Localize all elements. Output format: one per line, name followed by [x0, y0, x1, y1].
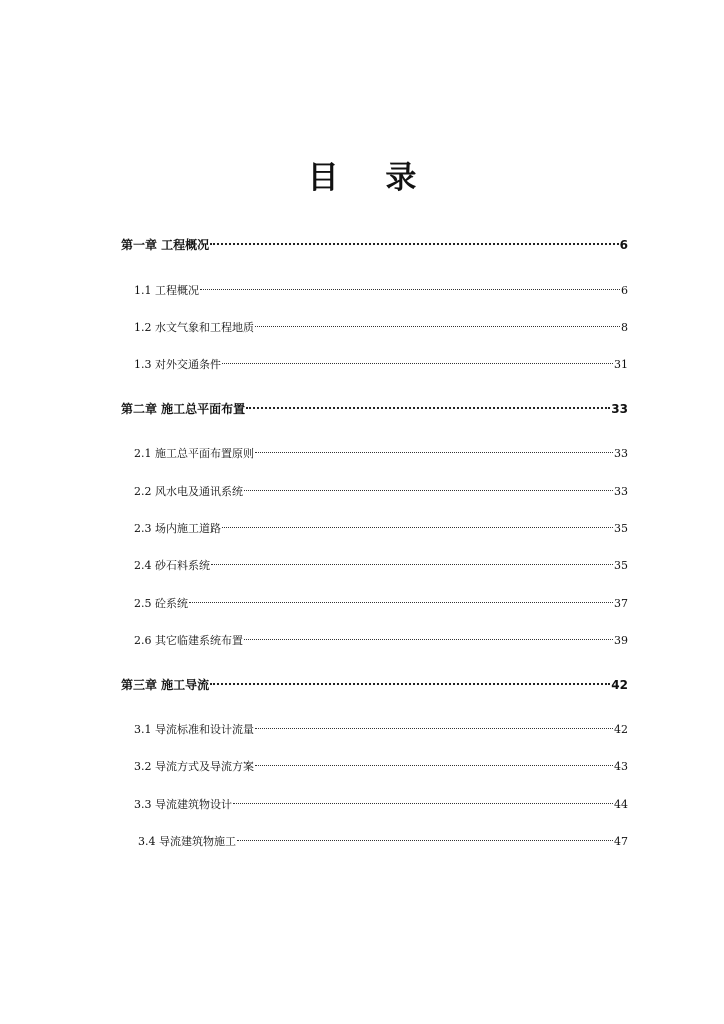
toc-section-2-4[interactable] [134, 551, 628, 572]
toc-label: 2.5 砼系统 [134, 597, 188, 610]
toc-leader-dots [246, 395, 610, 413]
toc-leader-dots [189, 589, 613, 607]
toc-section-1-1[interactable] [134, 276, 628, 297]
toc-chapter-2[interactable] [121, 395, 628, 416]
toc-section-3-4[interactable] [138, 827, 628, 848]
toc-leader-dots [222, 514, 613, 532]
toc-label: 第三章 施工导流 [121, 678, 210, 692]
toc-chapter-1[interactable] [121, 231, 628, 252]
toc-section-2-2[interactable] [134, 477, 628, 498]
toc-leader-dots [222, 350, 613, 368]
toc-label: 3.4 导流建筑物施工 [138, 835, 236, 848]
toc-section-2-3[interactable] [134, 514, 628, 535]
toc-page-number: 31 [614, 358, 628, 371]
toc-label: 3.3 导流建筑物设计 [134, 798, 232, 811]
page-title: 目 录 [307, 160, 435, 196]
toc-page-number: 37 [614, 597, 628, 610]
toc-page-number: 33 [614, 447, 628, 460]
toc-label: 1.3 对外交通条件 [134, 358, 221, 371]
toc-leader-dots [255, 439, 613, 457]
toc-page-number: 42 [614, 723, 628, 736]
toc-label: 3.1 导流标准和设计流量 [134, 723, 254, 736]
toc-page-number: 8 [621, 321, 628, 334]
toc-label: 2.6 其它临建系统布置 [134, 634, 243, 647]
toc-leader-dots [244, 477, 613, 495]
toc-section-3-2[interactable] [134, 752, 628, 773]
toc-label: 2.1 施工总平面布置原则 [134, 447, 254, 460]
toc-leader-dots [233, 790, 613, 808]
toc-page-number: 35 [614, 559, 628, 572]
toc-page-number: 39 [614, 634, 628, 647]
toc-page-number: 43 [614, 760, 628, 773]
toc-section-3-1[interactable] [134, 715, 628, 736]
toc-chapter-3[interactable] [121, 671, 628, 692]
toc-section-3-3[interactable] [134, 790, 628, 811]
toc-label: 2.2 风水电及通讯系统 [134, 485, 243, 498]
toc-leader-dots [255, 313, 620, 331]
toc-section-1-3[interactable] [134, 350, 628, 371]
toc-section-2-1[interactable] [134, 439, 628, 460]
toc-leader-dots [210, 231, 618, 249]
toc-label: 3.2 导流方式及导流方案 [134, 760, 254, 773]
toc-section-2-5[interactable] [134, 589, 628, 610]
toc-section-2-6[interactable] [134, 626, 628, 647]
toc-label: 1.1 工程概况 [134, 284, 199, 297]
toc-page-number: 33 [614, 485, 628, 498]
toc-leader-dots [255, 715, 613, 733]
toc-page-number: 42 [611, 678, 628, 692]
toc-label: 第二章 施工总平面布置 [121, 402, 246, 416]
toc-page-number: 47 [614, 835, 628, 848]
toc-label: 2.4 砂石料系统 [134, 559, 210, 572]
toc-leader-dots [200, 276, 620, 294]
toc-leader-dots [211, 551, 613, 569]
toc-leader-dots [255, 752, 613, 770]
toc-leader-dots [244, 626, 613, 644]
toc-leader-dots [237, 827, 613, 845]
toc-page-number: 33 [611, 402, 628, 416]
toc-label: 第一章 工程概况 [121, 238, 210, 252]
toc-label: 2.3 场内施工道路 [134, 522, 221, 535]
toc-page-number: 35 [614, 522, 628, 535]
toc-section-1-2[interactable] [134, 313, 628, 334]
toc-page-number: 44 [614, 798, 628, 811]
toc-page-number: 6 [619, 238, 628, 252]
toc-page-number: 6 [621, 284, 628, 297]
toc-label: 1.2 水文气象和工程地质 [134, 321, 254, 334]
toc-leader-dots [210, 671, 610, 689]
